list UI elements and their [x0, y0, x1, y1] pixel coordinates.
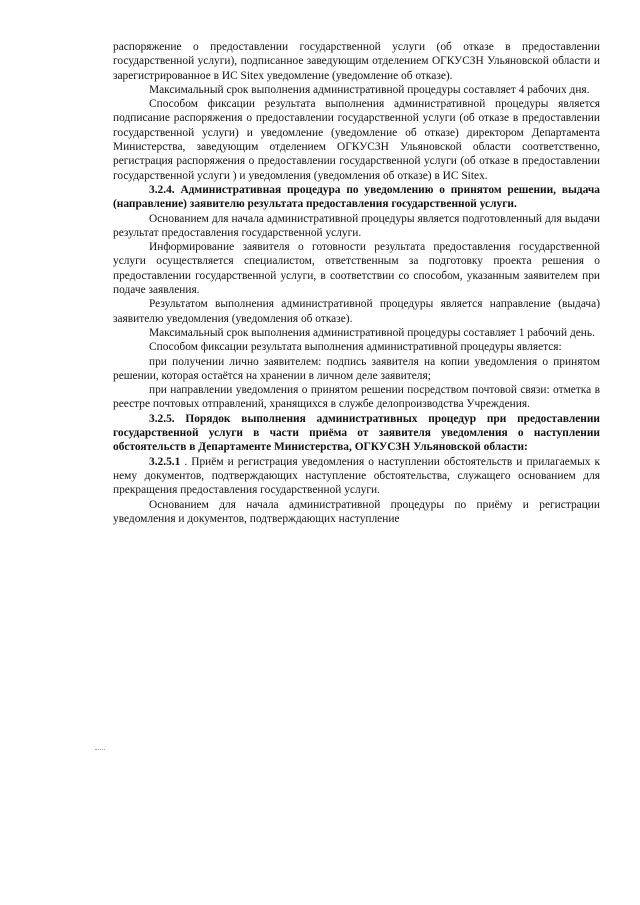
paragraph-postal-delivery: при направлении уведомления о принятом решении посредством почтовой связи: отметка в реестре почтовых отправлений, хранящихся в службе делопроизводства Учреждения.	[113, 384, 600, 411]
subsection-number: 3.2.5.1	[149, 455, 181, 468]
paragraph-basis-start: Основанием для начала административной процедуры является подготовленный для выдачи результат предоставления государственной услуги.	[113, 212, 600, 239]
paragraph-max-term-4-days: Максимальный срок выполнения административной процедуры составляет 4 рабочих дня.	[149, 83, 590, 96]
paragraph-decision-order: распоряжение о предоставлении государственной услуги (об отказе в предоставлении государственной услуги), подписанное заведующим отделением ОГКУСЗН Ульяновской области и зарегистрированное в ИС Sitex уведомление (уведомление об отказе).	[113, 41, 600, 82]
scan-artifact	[95, 749, 105, 751]
subsection-text: . Приём и регистрация уведомления о наступлении обстоятельств и прилагаемых к нему документов, подтверждающих наступление обстоятельства, служащего основанием для прекращения предоставления государственной услуги.	[113, 455, 600, 497]
paragraph-basis-reception: Основанием для начала административной процедуры по приёму и регистрации уведомления и документов, подтверждающих наступление	[113, 498, 600, 525]
paragraph-3-2-5-1	[113, 455, 600, 498]
paragraph-informing-applicant: Информирование заявителя о готовности результата предоставления государственной услуги осуществляется специалистом, ответственным за подготовку проекта решения о предоставлении государственной услуги, в соответствии со способом, указанным заявителем при подаче заявления.	[113, 241, 600, 297]
paragraph-personal-receipt: при получении лично заявителем: подпись заявителя на копии уведомления о принятом решении, которая остаётся на хранении в личном деле заявителя;	[113, 355, 600, 382]
paragraph-fixation-method: Способом фиксации результата выполнения административной процедуры является подписание распоряжения о предоставлении государственной услуги (об отказе в предоставлении государственной услуги) и уведомление (уведомление об отказе) директором Департамента Министерства, заведующим отделением ОГКУСЗН Ульяновской области соответственно, регистрация распоряжения о предоставлении государственной услуги (об отказе в предоставлении государственной услуги ) и уведомления (уведомления об отказе) в ИС Sitex.	[113, 98, 600, 182]
paragraph-result: Результатом выполнения административной процедуры является направление (выдача) заявителю уведомления (уведомления об отказе).	[113, 298, 600, 325]
section-heading-3-2-5: 3.2.5. Порядок выполнения административных процедур при предоставлении государственной услуги в части приёма от заявителя уведомления о наступлении обстоятельств в Департаменте Министерства, ОГКУСЗН Ульяновской области:	[113, 412, 600, 454]
paragraph-fixation-method-2: Способом фиксации результата выполнения административной процедуры является:	[149, 341, 562, 354]
document-body	[113, 40, 600, 526]
section-heading-3-2-4: 3.2.4. Административная процедура по уведомлению о принятом решении, выдача (направление) заявителю результата предоставления государственной услуги.	[113, 183, 600, 211]
paragraph-max-term-1-day: Максимальный срок выполнения административной процедуры составляет 1 рабочий день.	[149, 326, 595, 339]
